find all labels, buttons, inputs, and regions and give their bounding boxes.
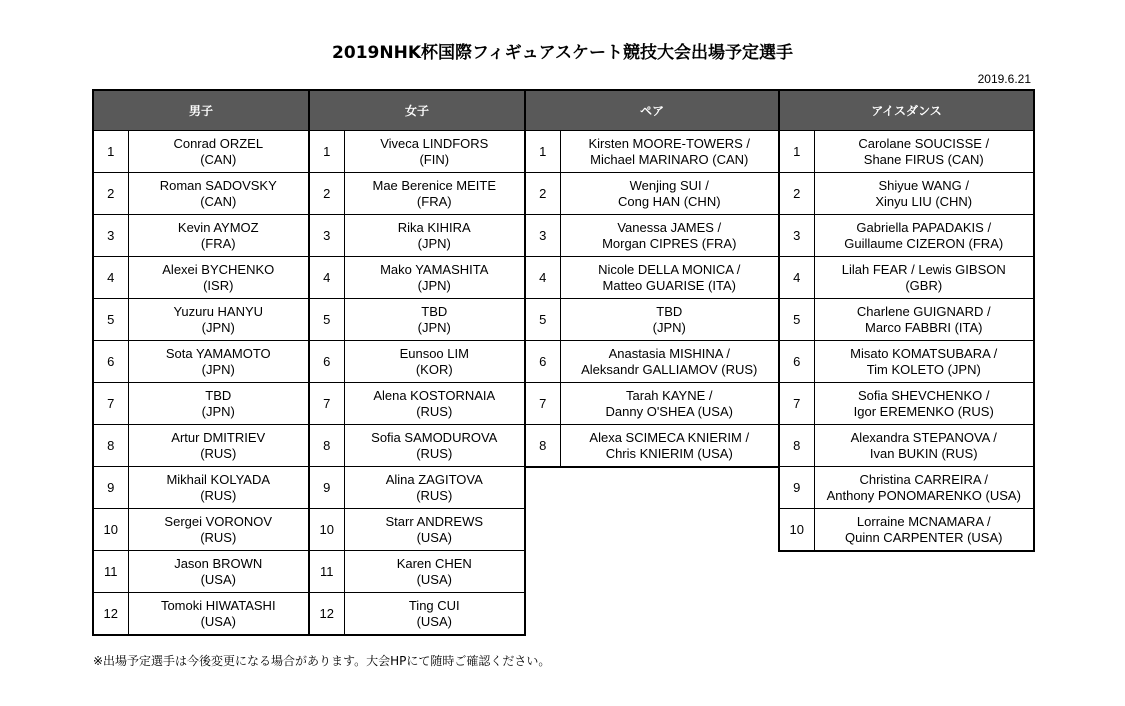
entry-name-cell [128, 215, 309, 257]
table-row [93, 593, 309, 636]
entry-name-cell [560, 341, 779, 383]
entry-name-line1: Lilah FEAR / Lewis GIBSON [841, 261, 1006, 277]
entry-name-line1: Rika KIHIRA [397, 219, 471, 235]
entry-name-cell [814, 299, 1034, 341]
entry-name-cell [344, 425, 525, 467]
entry-name-line1: Conrad ORZEL [173, 135, 264, 151]
entry-name-line1: Sergei VORONOV [164, 513, 273, 529]
table-row [779, 131, 1034, 173]
entry-name-line1: Nicole DELLA MONICA / [598, 261, 741, 277]
entry-name-line1: Anastasia MISHINA / [608, 345, 730, 361]
entry-name-line2: (FRA) [200, 235, 236, 251]
entry-name-line2: (JPN) [201, 361, 235, 377]
entry-number: 7 [93, 383, 128, 425]
entry-name-line2: (USA) [200, 571, 236, 587]
entry-name-line2: (JPN) [417, 319, 451, 335]
table-row [93, 341, 309, 383]
table-row [779, 299, 1034, 341]
entry-name-cell [344, 257, 525, 299]
entry-name-cell [814, 173, 1034, 215]
document-date: 2019.6.21 [977, 72, 1031, 86]
entry-name-cell [344, 509, 525, 551]
entry-name-line2: (RUS) [416, 445, 453, 461]
entry-name-line1: Tomoki HIWATASHI [160, 597, 276, 613]
entry-name-cell [128, 425, 309, 467]
entry-name-line2: Xinyu LIU (CHN) [875, 193, 973, 209]
entry-name-line2: (RUS) [200, 445, 237, 461]
entry-number: 12 [93, 593, 128, 636]
entry-name-line2: Guillaume CIZERON (FRA) [844, 235, 1004, 251]
entry-name-line1: Alina ZAGITOVA [385, 471, 483, 487]
entry-number: 9 [93, 467, 128, 509]
entry-number: 11 [93, 551, 128, 593]
table-row [525, 299, 779, 341]
table-row [93, 509, 309, 551]
entry-name-line1: Mako YAMASHITA [380, 261, 489, 277]
table-row [525, 215, 779, 257]
entry-name-line2: Tim KOLETO (JPN) [866, 361, 981, 377]
entry-name-cell [128, 509, 309, 551]
entry-name-line1: Tarah KAYNE / [626, 387, 713, 403]
table-row [779, 509, 1034, 552]
entry-name-line2: (ISR) [203, 277, 234, 293]
entry-number: 6 [525, 341, 560, 383]
table-row [93, 425, 309, 467]
entry-name-line2: Anthony PONOMARENKO (USA) [826, 487, 1021, 503]
entry-name-line1: Lorraine MCNAMARA / [856, 513, 991, 529]
entry-number: 2 [779, 173, 814, 215]
entry-name-line1: Eunsoo LIM [399, 345, 469, 361]
entry-name-cell [128, 173, 309, 215]
ladies-header: 女子 [309, 90, 525, 131]
entry-number: 3 [525, 215, 560, 257]
document-title: 2019NHK杯国際フィギュアスケート競技大会出場予定選手 [332, 43, 793, 63]
entry-number: 8 [93, 425, 128, 467]
table-row [525, 383, 779, 425]
entry-name-line2: (GBR) [905, 277, 943, 293]
entry-number: 8 [525, 425, 560, 468]
entry-number: 7 [525, 383, 560, 425]
table-row [93, 551, 309, 593]
entry-number: 7 [779, 383, 814, 425]
entry-number: 1 [93, 131, 128, 173]
entry-name-cell [814, 425, 1034, 467]
entry-name-line2: Shane FIRUS (CAN) [863, 151, 984, 167]
entry-number: 4 [93, 257, 128, 299]
entry-name-cell [128, 299, 309, 341]
entry-number: 1 [309, 131, 344, 173]
table-row [93, 257, 309, 299]
entry-name-cell [128, 131, 309, 173]
entry-number: 1 [779, 131, 814, 173]
entry-number: 9 [309, 467, 344, 509]
entry-name-line2: Chris KNIERIM (USA) [605, 445, 733, 461]
entry-name-line1: Sota YAMAMOTO [165, 345, 271, 361]
mens-table [92, 89, 310, 636]
ice-dance-table [778, 89, 1035, 552]
table-row [309, 467, 525, 509]
entry-name-line2: (RUS) [416, 487, 453, 503]
entry-name-line1: Sofia SHEVCHENKO / [858, 387, 990, 403]
table-row [309, 173, 525, 215]
table-row [309, 509, 525, 551]
pairs-header: ペア [525, 90, 779, 131]
entry-name-cell [814, 215, 1034, 257]
table-row [309, 593, 525, 636]
entry-name-cell [344, 173, 525, 215]
table-row [525, 341, 779, 383]
entry-name-line2: Igor EREMENKO (RUS) [853, 403, 994, 419]
entry-name-cell [560, 425, 779, 468]
entry-name-line1: Alena KOSTORNAIA [373, 387, 496, 403]
entry-name-line1: Jason BROWN [174, 555, 263, 571]
entry-name-line1: Sofia SAMODUROVA [371, 429, 498, 445]
entry-name-cell [344, 593, 525, 636]
entry-name-cell [344, 383, 525, 425]
entry-name-line1: TBD [421, 303, 448, 319]
entry-name-line1: TBD [656, 303, 683, 319]
table-row [779, 467, 1034, 509]
entry-name-cell [344, 467, 525, 509]
entry-name-cell [560, 215, 779, 257]
entry-name-line1: Christina CARREIRA / [859, 471, 989, 487]
entry-name-line2: (RUS) [200, 487, 237, 503]
entry-name-cell [344, 341, 525, 383]
entry-number: 11 [309, 551, 344, 593]
entry-name-line2: (KOR) [415, 361, 453, 377]
entry-name-line2: Aleksandr GALLIAMOV (RUS) [581, 361, 758, 377]
entry-number: 8 [309, 425, 344, 467]
entry-number: 2 [309, 173, 344, 215]
entry-name-line2: Cong HAN (CHN) [617, 193, 721, 209]
entry-name-line2: Quinn CARPENTER (USA) [845, 529, 1003, 545]
entry-name-cell [560, 131, 779, 173]
entry-name-line2: (USA) [416, 571, 452, 587]
entry-name-line1: Kevin AYMOZ [177, 219, 259, 235]
table-row [779, 257, 1034, 299]
entry-name-line1: Gabriella PAPADAKIS / [856, 219, 992, 235]
entry-number: 5 [525, 299, 560, 341]
ice-dance-header: アイスダンス [779, 90, 1034, 131]
entry-name-line1: Wenjing SUI / [629, 177, 709, 193]
entry-number: 3 [93, 215, 128, 257]
entry-number: 4 [525, 257, 560, 299]
entry-number: 3 [779, 215, 814, 257]
entry-name-line2: (USA) [200, 613, 236, 629]
entry-name-line2: Ivan BUKIN (RUS) [869, 445, 978, 461]
table-row [93, 299, 309, 341]
entry-name-line1: Mikhail KOLYADA [166, 471, 271, 487]
entry-name-cell [128, 257, 309, 299]
entry-name-line2: (JPN) [652, 319, 686, 335]
entry-name-line2: (RUS) [200, 529, 237, 545]
entry-number: 10 [309, 509, 344, 551]
entry-name-line1: Mae Berenice MEITE [372, 177, 497, 193]
entry-number: 2 [93, 173, 128, 215]
entry-number: 4 [779, 257, 814, 299]
entry-number: 6 [309, 341, 344, 383]
entry-name-cell [344, 551, 525, 593]
entry-name-line2: Danny O'SHEA (USA) [605, 403, 733, 419]
entry-name-line1: TBD [205, 387, 232, 403]
table-row [779, 215, 1034, 257]
entry-number: 2 [525, 173, 560, 215]
entry-name-line2: (FIN) [419, 151, 450, 167]
table-row [93, 173, 309, 215]
entry-name-cell [344, 299, 525, 341]
entry-number: 5 [309, 299, 344, 341]
entry-number: 8 [779, 425, 814, 467]
entry-name-line2: (USA) [416, 613, 452, 629]
entry-name-line1: Karen CHEN [396, 555, 472, 571]
entry-name-line1: Carolane SOUCISSE / [858, 135, 990, 151]
entry-number: 6 [779, 341, 814, 383]
table-row [525, 425, 779, 468]
table-row [309, 257, 525, 299]
table-row [309, 341, 525, 383]
entry-name-line1: Artur DMITRIEV [171, 429, 266, 445]
entry-name-cell [814, 341, 1034, 383]
table-row [93, 215, 309, 257]
entry-name-line2: (CAN) [200, 151, 237, 167]
pairs-table [524, 89, 780, 468]
entry-name-line1: Yuzuru HANYU [173, 303, 264, 319]
entry-number: 3 [309, 215, 344, 257]
entry-name-cell [128, 341, 309, 383]
entry-name-line2: Marco FABBRI (ITA) [865, 319, 983, 335]
entry-name-line2: (USA) [416, 529, 452, 545]
entry-name-line1: Ting CUI [408, 597, 460, 613]
table-row [779, 383, 1034, 425]
table-row [93, 467, 309, 509]
entry-name-cell [814, 131, 1034, 173]
entry-name-line2: (FRA) [416, 193, 452, 209]
entry-name-cell [560, 383, 779, 425]
table-row [309, 131, 525, 173]
entry-number: 10 [779, 509, 814, 552]
entry-name-cell [128, 383, 309, 425]
table-row [93, 383, 309, 425]
entry-name-line2: (JPN) [201, 403, 235, 419]
entry-name-line1: Alexandra STEPANOVA / [850, 429, 997, 445]
table-row [779, 425, 1034, 467]
table-row [525, 173, 779, 215]
entry-name-line2: (CAN) [200, 193, 237, 209]
entry-name-line1: Vanessa JAMES / [617, 219, 722, 235]
table-row [525, 257, 779, 299]
footnote: ※出場予定選手は今後変更になる場合があります。大会HPにて随時ご確認ください。 [93, 654, 551, 668]
table-row [779, 341, 1034, 383]
table-row [309, 425, 525, 467]
entry-name-cell [560, 257, 779, 299]
entry-name-line1: Alexei BYCHENKO [162, 261, 275, 277]
entry-name-cell [814, 257, 1034, 299]
entry-name-cell [814, 383, 1034, 425]
entry-name-line2: (JPN) [417, 235, 451, 251]
entry-name-line1: Misato KOMATSUBARA / [850, 345, 998, 361]
table-row [309, 551, 525, 593]
table-row [779, 173, 1034, 215]
entry-name-line2: Michael MARINARO (CAN) [590, 151, 749, 167]
entry-name-line1: Viveca LINDFORS [380, 135, 489, 151]
entry-name-cell [128, 593, 309, 636]
entry-number: 1 [525, 131, 560, 173]
entry-number: 7 [309, 383, 344, 425]
entry-number: 12 [309, 593, 344, 636]
entry-number: 4 [309, 257, 344, 299]
mens-header: 男子 [93, 90, 309, 131]
entry-name-line1: Kirsten MOORE-TOWERS / [588, 135, 751, 151]
entry-name-line1: Charlene GUIGNARD / [856, 303, 991, 319]
table-row [309, 383, 525, 425]
entry-number: 10 [93, 509, 128, 551]
entry-name-line2: (RUS) [416, 403, 453, 419]
entry-name-cell [344, 131, 525, 173]
table-row [525, 131, 779, 173]
table-row [309, 299, 525, 341]
entry-name-line2: Morgan CIPRES (FRA) [602, 235, 737, 251]
entry-name-line1: Shiyue WANG / [878, 177, 970, 193]
entry-number: 6 [93, 341, 128, 383]
entry-name-cell [344, 215, 525, 257]
entry-name-line1: Roman SADOVSKY [159, 177, 277, 193]
entry-name-line1: Alexa SCIMECA KNIERIM / [589, 429, 750, 445]
ladies-table [308, 89, 526, 636]
entry-name-line2: Matteo GUARISE (ITA) [602, 277, 736, 293]
entry-name-cell [560, 299, 779, 341]
entry-name-cell [814, 467, 1034, 509]
entry-number: 5 [779, 299, 814, 341]
table-row [93, 131, 309, 173]
entry-number: 5 [93, 299, 128, 341]
entry-number: 9 [779, 467, 814, 509]
entry-name-cell [128, 551, 309, 593]
entry-name-cell [560, 173, 779, 215]
entry-name-line2: (JPN) [201, 319, 235, 335]
entry-name-line1: Starr ANDREWS [385, 513, 484, 529]
entry-name-line2: (JPN) [417, 277, 451, 293]
entry-name-cell [814, 509, 1034, 552]
entry-name-cell [128, 467, 309, 509]
table-row [309, 215, 525, 257]
